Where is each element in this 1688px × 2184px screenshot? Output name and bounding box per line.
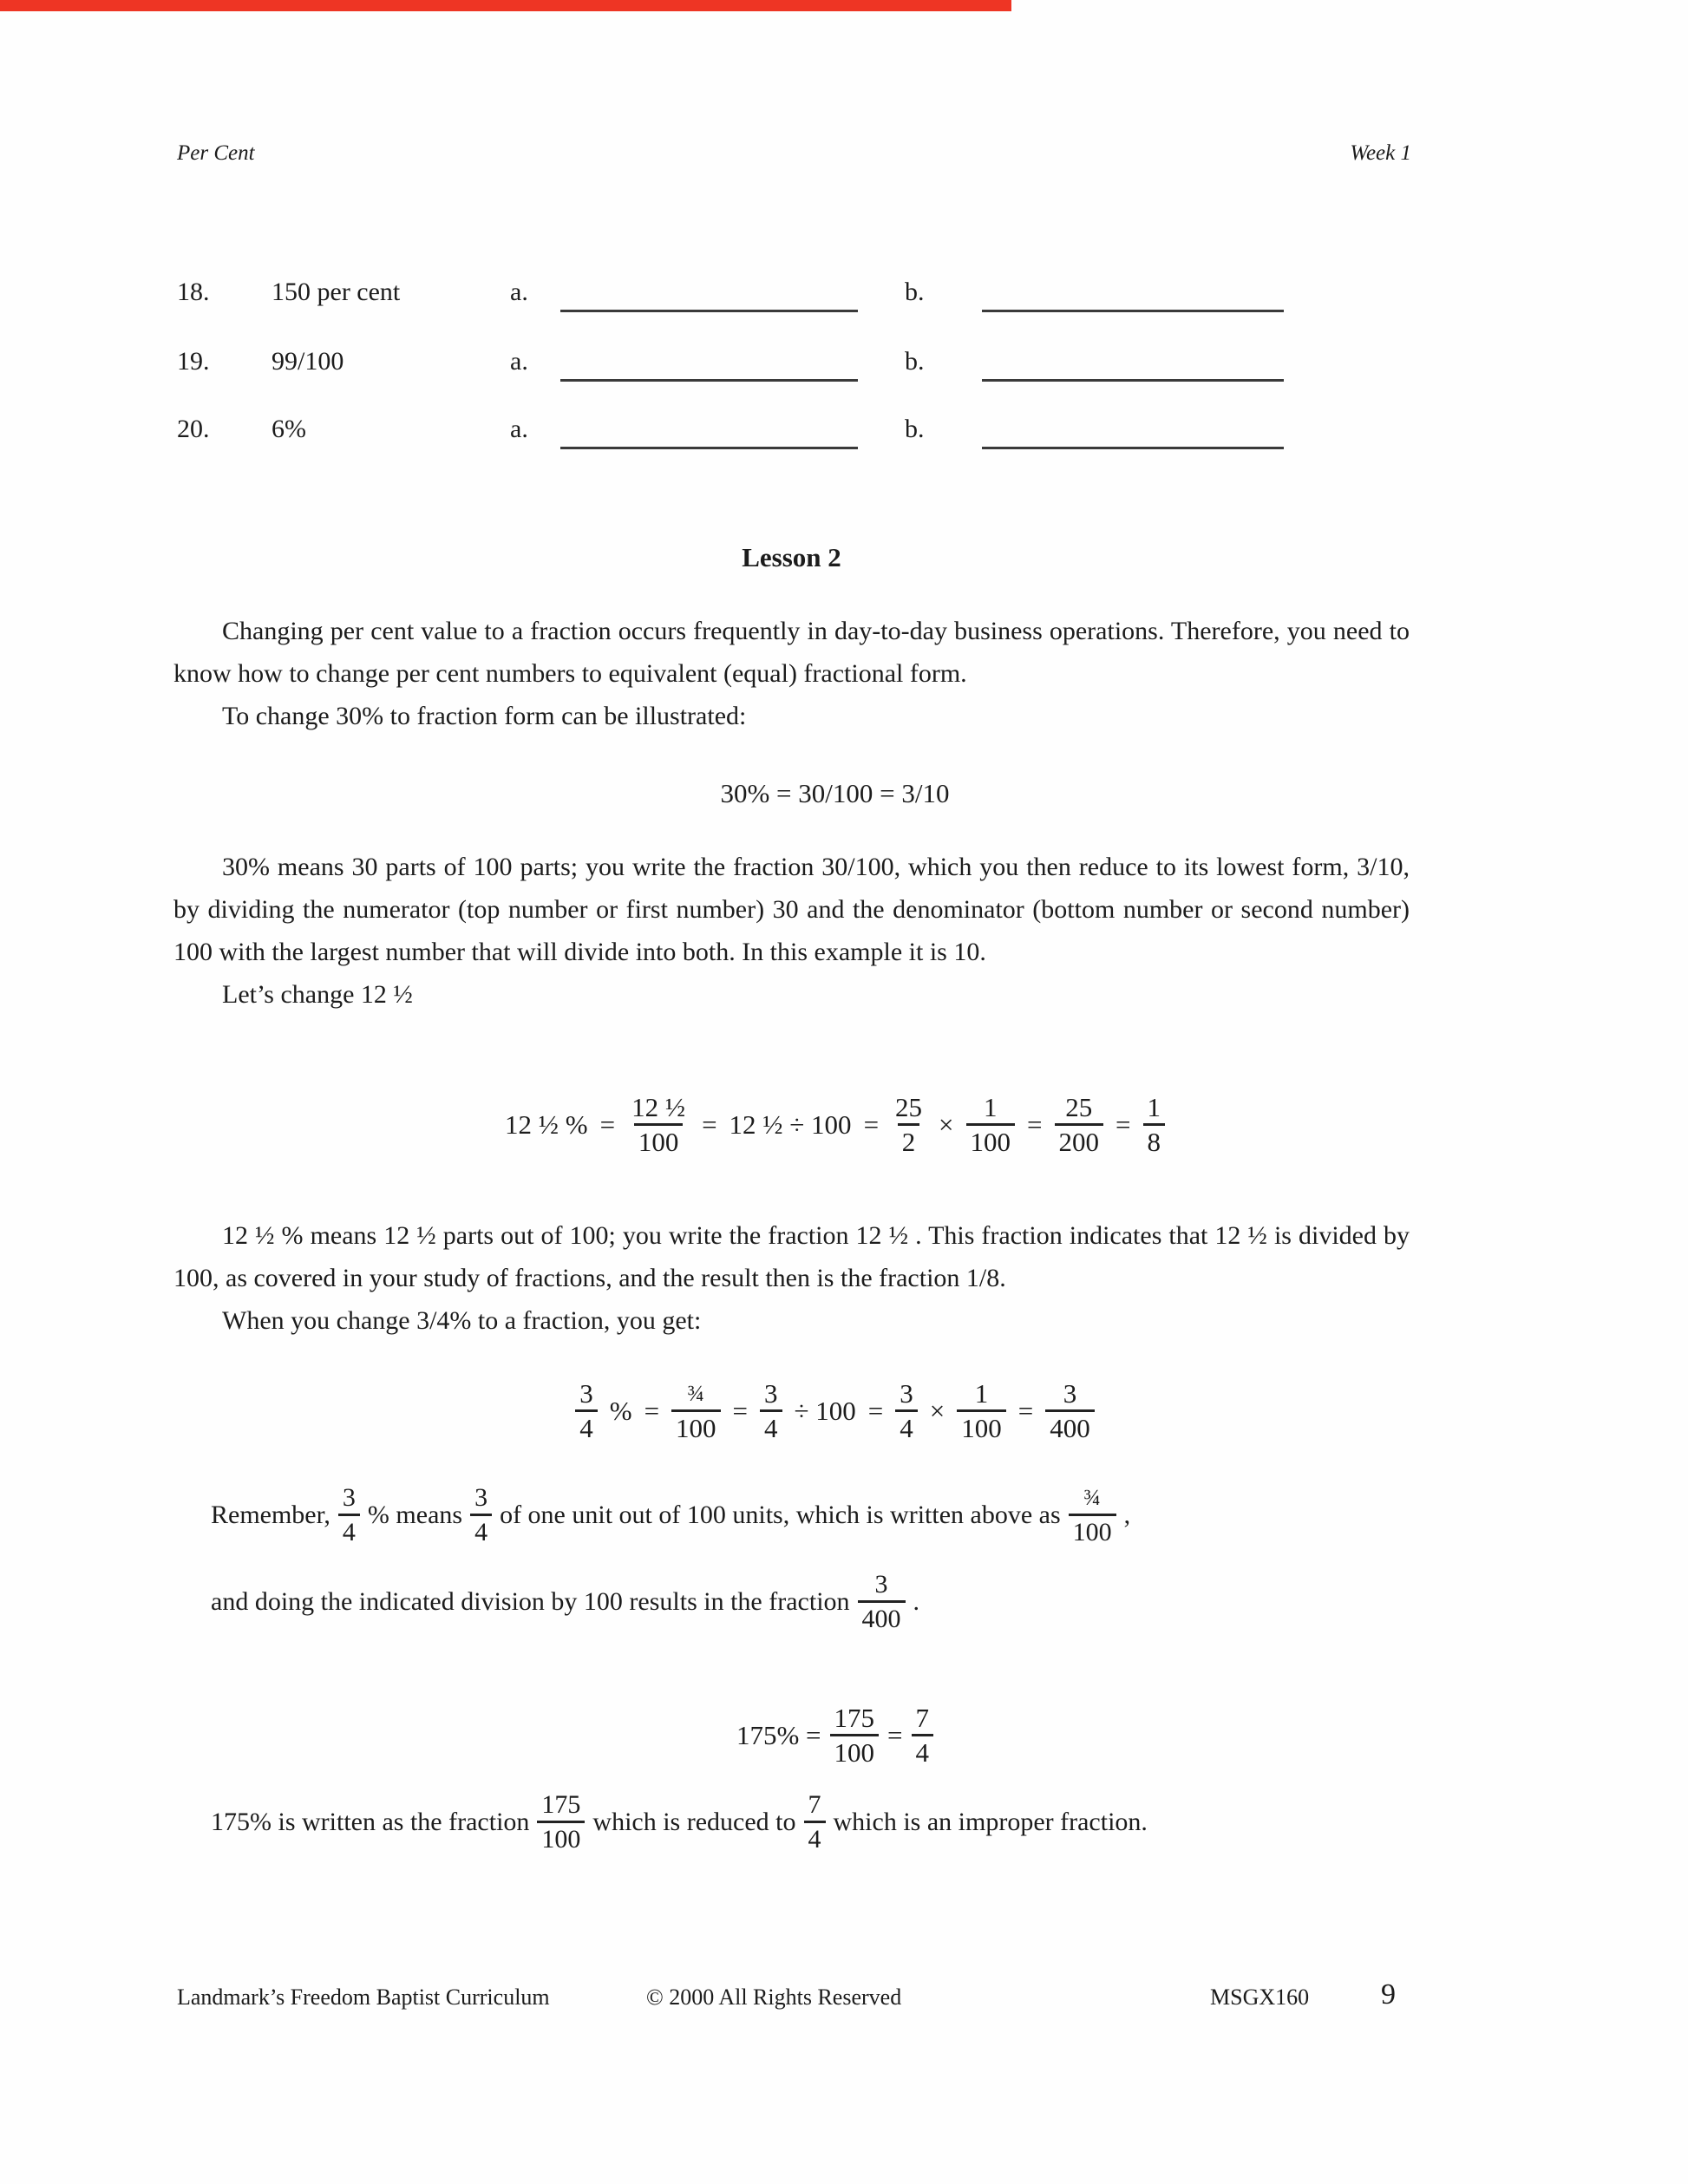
fraction: [1143, 1091, 1166, 1158]
equals-sign: =: [1116, 1108, 1131, 1140]
fraction-numerator: 12 ½: [631, 1092, 686, 1122]
paragraph: Changing per cent value to a fraction occurs frequently in day-to-day business operations. Therefore, you need to know how to change per cent numbers to equivalent (equal) fractional form.: [173, 617, 1410, 688]
text-run: .: [913, 1586, 920, 1616]
equals-sign: =: [1027, 1108, 1043, 1140]
equation-term: 175% =: [736, 1719, 821, 1750]
fraction-denominator: 4: [575, 1409, 598, 1444]
percent-sign: %: [609, 1395, 632, 1426]
equals-sign: =: [887, 1719, 903, 1750]
page-header: [177, 141, 1411, 166]
fraction: [966, 1091, 1016, 1158]
fraction-denominator: 4: [470, 1514, 492, 1548]
fraction: [858, 1568, 906, 1635]
fraction: [1055, 1091, 1104, 1158]
fraction: [912, 1702, 934, 1769]
fraction-numerator: 25: [895, 1092, 923, 1122]
equals-sign: =: [1017, 1395, 1034, 1426]
text-run: ,: [1123, 1500, 1131, 1529]
answer-label-b: b.: [905, 415, 925, 443]
fraction-denominator: 4: [895, 1409, 918, 1444]
equation-175-percent: [173, 1702, 1496, 1769]
fraction: [627, 1091, 690, 1158]
exercise-number: 19.: [177, 347, 210, 376]
answer-label-a: a.: [510, 415, 528, 443]
footer-course-code: MSGX160: [1210, 1985, 1310, 2010]
equation-term: 12 ½ %: [505, 1108, 588, 1140]
scan-accent-bar: [0, 0, 1011, 11]
fraction-numerator: 1: [974, 1378, 989, 1409]
fraction: [957, 1377, 1006, 1444]
fraction-numerator: 7: [915, 1703, 930, 1733]
fraction-numerator: 3: [900, 1378, 913, 1409]
answer-label-b: b.: [905, 278, 925, 306]
answer-blank-b: [982, 310, 1284, 312]
closing-sentence: [211, 1788, 1148, 1855]
fraction-numerator: 3: [874, 1570, 888, 1599]
fraction-numerator: 3: [474, 1483, 488, 1512]
fraction-denominator: 200: [1055, 1123, 1104, 1158]
answer-label-a: a.: [510, 347, 528, 376]
fraction: [537, 1788, 585, 1855]
paragraph: Let’s change 12 ½: [222, 980, 413, 1009]
equals-sign: =: [644, 1395, 660, 1426]
fraction-denominator: 400: [858, 1600, 906, 1635]
fraction-numerator: 7: [808, 1790, 821, 1819]
fraction-numerator: 1: [984, 1092, 998, 1122]
exercise-number: 18.: [177, 278, 210, 306]
paragraph-block: [173, 610, 1410, 737]
fraction-denominator: 4: [912, 1734, 934, 1769]
lesson-title: Lesson 2: [742, 542, 841, 572]
exercise-number: 20.: [177, 415, 210, 443]
fraction: [891, 1091, 926, 1158]
text-run: % means: [367, 1500, 463, 1529]
paragraph-block: [173, 1214, 1410, 1342]
exercise-value: 99/100: [272, 347, 344, 376]
equation-text: 30% = 30/100 = 3/10: [720, 778, 950, 808]
fraction: [1045, 1377, 1095, 1444]
paragraph-block: [173, 846, 1410, 1016]
fraction-numerator: 175: [541, 1790, 581, 1819]
fraction-numerator: ¾: [1083, 1485, 1101, 1510]
fraction-denominator: 4: [804, 1821, 826, 1855]
text-run: and doing the indicated division by 100 results in the fraction: [211, 1586, 850, 1616]
fraction-numerator: 25: [1065, 1092, 1093, 1122]
fraction-denominator: 100: [1069, 1514, 1116, 1548]
fraction: [804, 1788, 826, 1855]
equals-sign: =: [867, 1395, 884, 1426]
exercise-row: [173, 278, 1423, 331]
text-run: 175% is written as the fraction: [211, 1807, 530, 1836]
text-run: which is an improper fraction.: [833, 1807, 1148, 1836]
text-run: which is reduced to: [592, 1807, 796, 1836]
fraction-denominator: 100: [671, 1409, 721, 1444]
fraction: [575, 1377, 598, 1444]
equals-sign: =: [599, 1108, 616, 1140]
header-subject: Per Cent: [177, 141, 255, 165]
fraction-numerator: 1: [1147, 1092, 1161, 1122]
multiply-sign: ×: [929, 1395, 945, 1426]
fraction: [830, 1702, 880, 1769]
paragraph: When you change 3/4% to a fraction, you get:: [222, 1306, 702, 1335]
text-run: of one unit out of 100 units, which is written above as: [500, 1500, 1061, 1529]
fraction: [760, 1377, 782, 1444]
fraction-numerator: 3: [579, 1378, 593, 1409]
fraction-numerator: 175: [834, 1703, 875, 1733]
paragraph: 30% means 30 parts of 100 parts; you write the fraction 30/100, which you then reduce to its lowest form, 3/10, by dividing the numerator (top number or first number) 30 and the denominator (bottom number or second number) 100 with the largest number that will divide into both. In this example it is 10.: [173, 853, 1410, 966]
equation-12-half-percent: [173, 1091, 1496, 1158]
equals-sign: =: [863, 1108, 880, 1140]
remember-line-1: [211, 1481, 1130, 1548]
fraction-numerator: 3: [1063, 1378, 1077, 1409]
exercise-value: 6%: [272, 415, 306, 443]
answer-label-b: b.: [905, 347, 925, 376]
fraction-numerator: ¾: [687, 1381, 705, 1406]
footer-page-number: 9: [1381, 1978, 1396, 2011]
fraction: [1069, 1481, 1116, 1548]
answer-blank-a: [560, 447, 858, 449]
fraction-denominator: 8: [1143, 1123, 1166, 1158]
footer-publisher: Landmark’s Freedom Baptist Curriculum: [177, 1985, 550, 2010]
fraction-numerator: 3: [764, 1378, 778, 1409]
answer-blank-b: [982, 447, 1284, 449]
exercise-row: [173, 347, 1423, 401]
answer-blank-a: [560, 379, 858, 382]
answer-blank-b: [982, 379, 1284, 382]
equation-30-percent: [173, 778, 1496, 809]
fraction-denominator: 2: [898, 1123, 920, 1158]
equation-term: 12 ½ ÷ 100: [729, 1108, 852, 1140]
equals-sign: =: [702, 1108, 717, 1140]
equation-term: ÷ 100: [794, 1395, 856, 1426]
paragraph: To change 30% to fraction form can be illustrated:: [222, 702, 747, 730]
fraction: [338, 1481, 360, 1548]
fraction: [470, 1481, 492, 1548]
fraction-denominator: 100: [966, 1123, 1016, 1158]
fraction: [895, 1377, 918, 1444]
text-run: Remember,: [211, 1500, 330, 1529]
answer-label-a: a.: [510, 278, 528, 306]
fraction-denominator: 100: [634, 1123, 684, 1158]
fraction-denominator: 100: [830, 1734, 880, 1769]
exercise-value: 150 per cent: [272, 278, 401, 306]
equation-three-quarter-percent: [173, 1377, 1496, 1444]
exercise-row: [173, 415, 1423, 468]
header-week: Week 1: [1350, 141, 1411, 165]
remember-line-2: [211, 1568, 919, 1635]
answer-blank-a: [560, 310, 858, 312]
equals-sign: =: [732, 1395, 749, 1426]
fraction-denominator: 4: [760, 1409, 782, 1444]
footer-copyright: © 2000 All Rights Reserved: [646, 1985, 902, 2010]
fraction: [671, 1377, 721, 1444]
multiply-sign: ×: [939, 1108, 954, 1140]
fraction-denominator: 100: [957, 1409, 1006, 1444]
paragraph: 12 ½ % means 12 ½ parts out of 100; you write the fraction 12 ½ . This fraction indicates that 12 ½ is divided by 100, as covered in your study of fractions, and the result then is the fraction 1/8.: [173, 1221, 1410, 1292]
fraction-denominator: 400: [1045, 1409, 1095, 1444]
fraction-numerator: 3: [342, 1483, 356, 1512]
fraction-denominator: 4: [338, 1514, 360, 1548]
fraction-denominator: 100: [537, 1821, 585, 1855]
